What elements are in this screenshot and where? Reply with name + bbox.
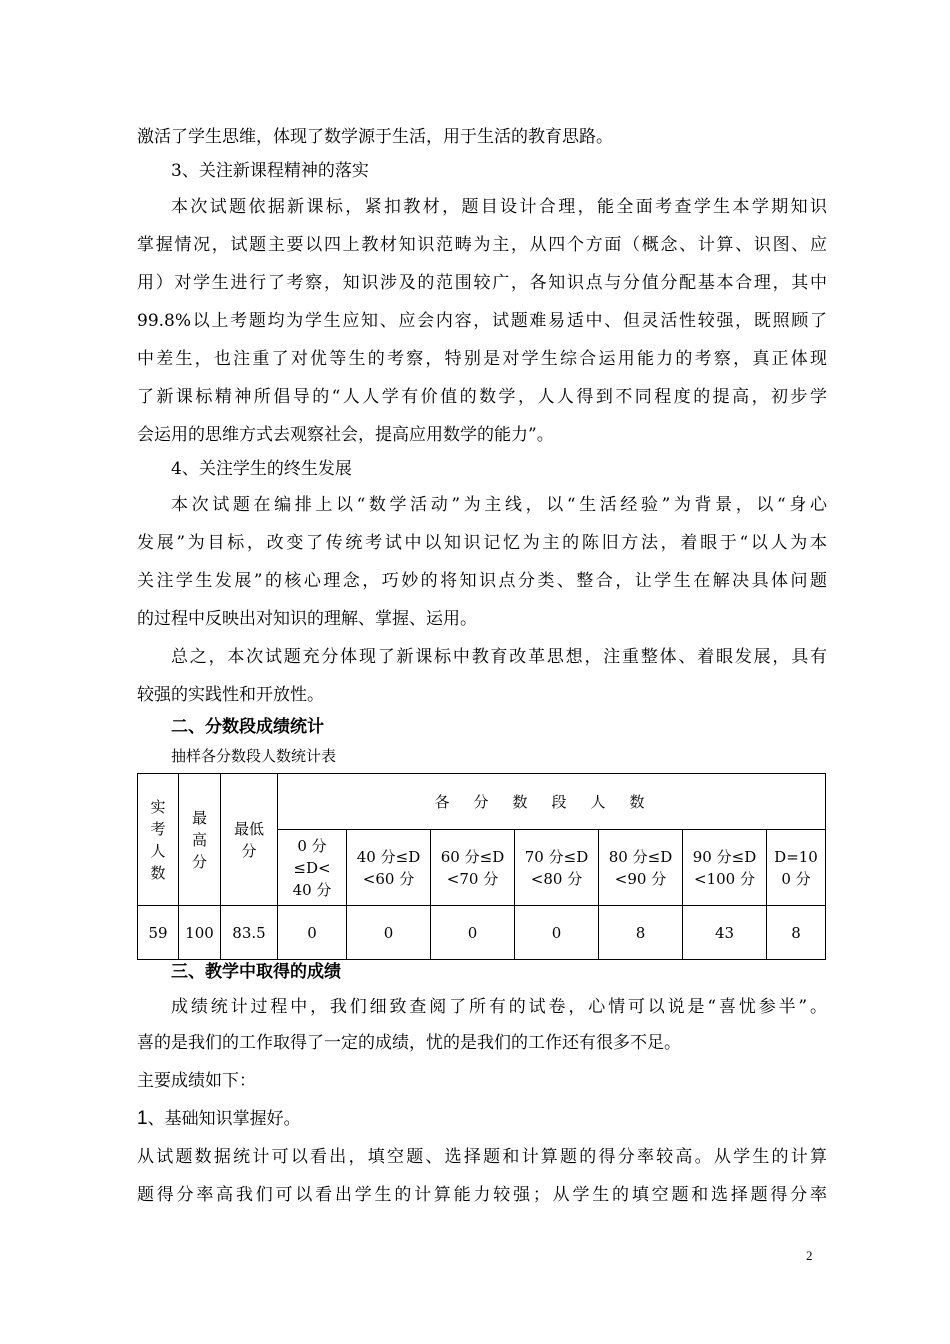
paragraph-line: 喜的是我们的工作取得了一定的成绩，忧的是我们的工作还有很多不足。 bbox=[137, 1033, 681, 1053]
paragraph-line: 的过程中反映出对知识的理解、掌握、运用。 bbox=[137, 609, 477, 629]
cell-band-60-70: 0 bbox=[431, 906, 515, 960]
paragraph-line: 用）对学生进行了考察，知识涉及的范围较广，各知识点与分值分配基本合理，其中 bbox=[137, 273, 827, 293]
paragraph-line: 中差生，也注重了对优等生的考察，特别是对学生综合运用能力的考察，真正体现 bbox=[137, 349, 827, 369]
paragraph-line: 本次试题在编排上以“数学活动”为主线，以“生活经验”为背景，以“身心 bbox=[171, 495, 827, 515]
header-min-score: 最低 分 bbox=[221, 774, 278, 906]
section-3-heading: 三、教学中取得的成绩 bbox=[171, 962, 341, 982]
paragraph-line: 题得分率高我们可以看出学生的计算能力较强；从学生的填空题和选择题得分率 bbox=[137, 1185, 827, 1205]
cell-band-80-90: 8 bbox=[599, 906, 683, 960]
header-band-80-90: 80 分≤D <90 分 bbox=[599, 830, 683, 906]
paragraph-line: 99.8%以上考题均为学生应知、应会内容，试题难易适中、但灵活性较强，既照顾了 bbox=[137, 311, 827, 331]
paragraph-line: 了新课标精神所倡导的“人人学有价值的数学，人人得到不同程度的提高，初步学 bbox=[137, 387, 827, 407]
header-band-90-100: 90 分≤D <100 分 bbox=[683, 830, 767, 906]
paragraph-line: 主要成绩如下： bbox=[137, 1071, 256, 1091]
paragraph-line: 总之，本次试题充分体现了新课标中教育改革思想，注重整体、着眼发展，具有 bbox=[171, 647, 827, 667]
header-actual-count: 实 考 人 数 bbox=[138, 774, 179, 906]
paragraph-line: 激活了学生思维，体现了数学源于生活，用于生活的教育思路。 bbox=[137, 127, 613, 147]
cell-max-score: 100 bbox=[179, 906, 221, 960]
header-score-bands: 各分数段人数 bbox=[278, 774, 826, 830]
paragraph-line: 掌握情况，试题主要以四上教材知识范畴为主，从四个方面（概念、计算、识图、应 bbox=[137, 235, 827, 255]
paragraph-line: 成绩统计过程中，我们细致查阅了所有的试卷，心情可以说是“喜忧参半”。 bbox=[171, 997, 827, 1017]
paragraph-line: 本次试题依据新课标，紧扣教材，题目设计合理，能全面考查学生本学期知识 bbox=[171, 197, 827, 217]
cell-band-40-60: 0 bbox=[347, 906, 431, 960]
paragraph-line: 会运用的思维方式去观察社会，提高应用数学的能力”。 bbox=[137, 425, 554, 445]
paragraph-line: 发展”为目标，改变了传统考试中以知识记忆为主的陈旧方法，着眼于“以人为本 bbox=[137, 533, 827, 553]
cell-actual-count: 59 bbox=[138, 906, 179, 960]
cell-band-100: 8 bbox=[767, 906, 826, 960]
header-max-score: 最 高 分 bbox=[179, 774, 221, 906]
table-caption: 抽样各分数段人数统计表 bbox=[171, 747, 337, 765]
page-number: 2 bbox=[806, 1248, 813, 1263]
subsection-heading-3: 3、关注新课程精神的落实 bbox=[171, 161, 369, 181]
list-item-1: 1、基础知识掌握好。 bbox=[137, 1108, 301, 1129]
cell-band-0-40: 0 bbox=[278, 906, 347, 960]
header-band-40-60: 40 分≤D <60 分 bbox=[347, 830, 431, 906]
paragraph-line: 关注学生发展”的核心理念，巧妙的将知识点分类、整合，让学生在解决具体问题 bbox=[137, 571, 827, 591]
table-row bbox=[138, 906, 826, 960]
cell-band-70-80: 0 bbox=[515, 906, 599, 960]
cell-min-score: 83.5 bbox=[221, 906, 278, 960]
score-distribution-table bbox=[137, 773, 826, 960]
list-number: 1 bbox=[137, 1108, 148, 1129]
paragraph-line: 从试题数据统计可以看出，填空题、选择题和计算题的得分率较高。从学生的计算 bbox=[137, 1147, 827, 1167]
header-band-100: D=10 0 分 bbox=[767, 830, 826, 906]
header-band-70-80: 70 分≤D <80 分 bbox=[515, 830, 599, 906]
section-2-heading: 二、分数段成绩统计 bbox=[171, 717, 324, 737]
cell-band-90-100: 43 bbox=[683, 906, 767, 960]
header-band-0-40: 0 分 ≤D< 40 分 bbox=[278, 830, 347, 906]
paragraph-line: 较强的实践性和开放性。 bbox=[137, 685, 324, 705]
header-band-60-70: 60 分≤D <70 分 bbox=[431, 830, 515, 906]
subsection-heading-4: 4、关注学生的终生发展 bbox=[171, 459, 352, 479]
